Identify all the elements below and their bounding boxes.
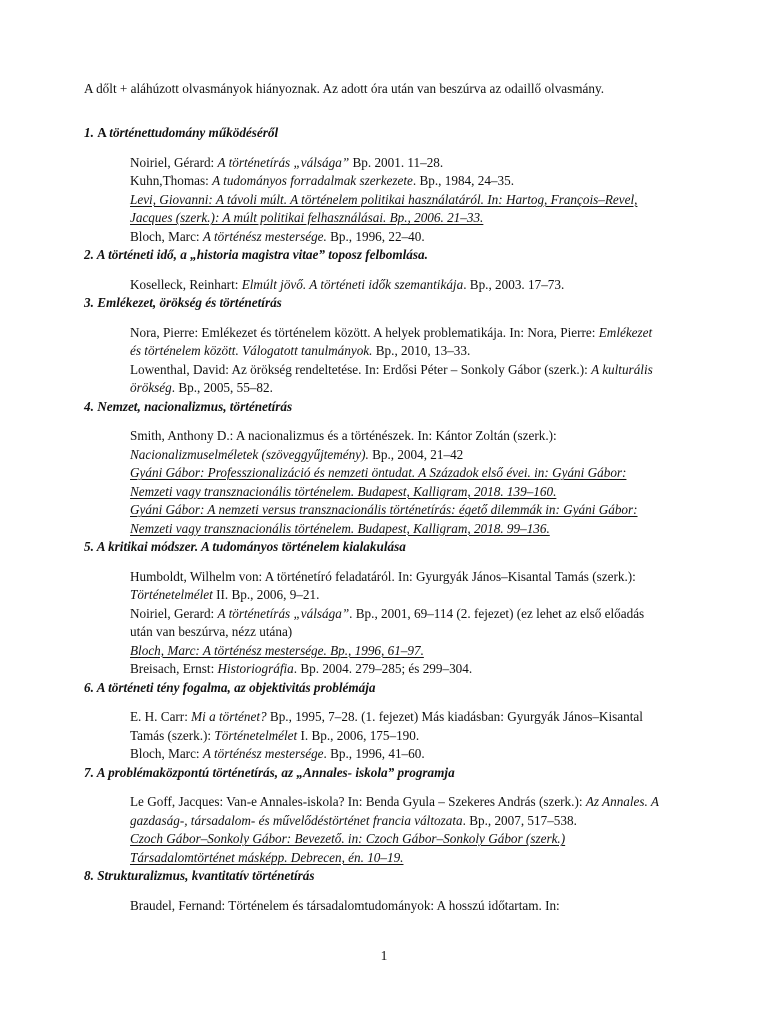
missing-reading-entry xyxy=(130,464,660,501)
entry-list xyxy=(130,897,660,916)
section-title-prefix: A xyxy=(97,125,110,140)
section-heading xyxy=(84,764,684,783)
section-1 xyxy=(84,124,684,246)
missing-reading-entry xyxy=(130,642,660,661)
missing-reading-entry xyxy=(130,501,660,538)
section-heading xyxy=(84,124,684,143)
entry-text: . Bp., 1996, 41–60. xyxy=(323,746,425,761)
entry-list xyxy=(130,276,660,295)
entry-text: Bloch, Marc: A történész mestersége. Bp., 1996, 61–97. xyxy=(130,642,424,658)
reading-entry xyxy=(130,427,660,464)
missing-reading-entry xyxy=(130,830,660,867)
reading-entry xyxy=(130,605,660,642)
section-title: történettudomány működéséről xyxy=(109,125,279,140)
section-heading xyxy=(84,246,684,265)
reading-entry xyxy=(130,897,660,916)
section-title: Emlékezet, örökség és történetírás xyxy=(97,295,282,310)
section-heading xyxy=(84,679,684,698)
entry-text: Bp., 1996, 22–40. xyxy=(326,228,425,244)
section-title: A történeti tény fogalma, az objektivitás problémája xyxy=(96,679,376,695)
entry-text: . Bp., 2005, 55–82. xyxy=(171,380,273,395)
reading-entry xyxy=(130,276,660,295)
work-title: Mi a történet? xyxy=(191,709,267,724)
reading-entry xyxy=(130,172,660,191)
section-heading xyxy=(84,867,684,886)
section-heading xyxy=(84,294,684,313)
section-title: A kritikai módszer. A tudományos történelem kialakulása xyxy=(96,539,406,554)
entry-list xyxy=(130,154,660,247)
reading-entry xyxy=(130,745,660,764)
entry-text: . Bp., 2007, 517–538. xyxy=(462,812,577,828)
entry-text: Levi, Giovanni: A távoli múlt. A történelem politikai használatáról. In: Hartog, François–Revel, Jacques (szerk.): A múlt politikai felhasználásai. Bp., 2006. 21–33. xyxy=(130,191,638,225)
section-8 xyxy=(84,867,684,915)
work-title: A tudományos forradalmak szerkezete xyxy=(212,173,413,188)
reading-list xyxy=(84,124,684,915)
entry-text: Bp. 2001. 11–28. xyxy=(349,154,444,170)
work-title: Nacionalizmuselméletek (szöveggyűjtemény). xyxy=(130,446,369,462)
entry-text: Kuhn,Thomas: xyxy=(130,173,213,188)
entry-text: Smith, Anthony D.: A nacionalizmus és a történészek. In: Kántor Zoltán (szerk.): xyxy=(130,428,557,443)
entry-text: Le Goff, Jacques: Van-e Annales-iskola? In: Benda Gyula – Szekeres András (szerk.): xyxy=(130,794,586,809)
work-title: A történész mestersége xyxy=(202,746,324,761)
reading-entry xyxy=(130,793,660,830)
entry-text: Bloch, Marc: xyxy=(130,228,203,244)
entry-text: II. Bp., 2006, 9–21. xyxy=(212,587,320,602)
section-heading xyxy=(84,538,684,557)
section-4 xyxy=(84,398,684,539)
work-title: Elmúlt jövő. A történeti idők szemantikája xyxy=(241,276,464,292)
section-number: 3. xyxy=(84,295,98,310)
section-number: 6. xyxy=(84,679,97,695)
reading-entry xyxy=(130,660,660,679)
missing-reading-entry xyxy=(130,191,660,228)
reading-entry xyxy=(130,324,660,361)
work-title: A kulturális örökség xyxy=(130,361,653,395)
entry-text: Koselleck, Reinhart: xyxy=(130,276,242,292)
entry-list xyxy=(130,708,660,764)
entry-text: Noiriel, Gérard: xyxy=(130,154,218,170)
entry-text: E. H. Carr: xyxy=(130,709,192,724)
entry-text: Bp., 2004, 21–42 xyxy=(368,446,464,462)
entry-list xyxy=(130,793,660,867)
reading-entry xyxy=(130,568,660,605)
entry-text: Bloch, Marc: xyxy=(130,746,203,761)
work-title: Emlékezet és történelem között. Válogatott tanulmányok. xyxy=(130,324,653,358)
work-title: A történetírás „válsága” xyxy=(217,605,350,621)
work-title: A történetírás „válsága” xyxy=(217,154,350,170)
section-3 xyxy=(84,294,684,398)
entry-text: Bp., 2010, 13–33. xyxy=(372,343,471,358)
reading-entry xyxy=(130,228,660,247)
entry-text: Gyáni Gábor: Professzionalizáció és nemzeti öntudat. A Századok első évei. in: Gyáni Gábor: Nemzeti vagy transznacionális történelem. Budapest, Kalligram, 2018. 139–160. xyxy=(130,465,627,499)
section-title: A problémaközpontú történetírás, az „Annales- iskola” programja xyxy=(96,764,455,780)
work-title: A történész mestersége. xyxy=(202,228,327,244)
entry-list xyxy=(130,427,660,538)
entry-text: Humboldt, Wilhelm von: A történetíró feladatáról. In: Gyurgyák János–Kisantal Tamás (szerk.): xyxy=(130,568,636,584)
section-6 xyxy=(84,679,684,764)
entry-text: Lowenthal, David: Az örökség rendeltetése. In: Erdősi Péter – Sonkoly Gábor (szerk.): xyxy=(130,361,592,377)
entry-list xyxy=(130,568,660,679)
entry-text: . Bp., 2001, 69–114 (2. fejezet) (ez lehet az első előadás után van beszúrva, nézz utána) xyxy=(130,605,645,639)
section-heading xyxy=(84,398,684,417)
section-number: 4. xyxy=(84,398,98,414)
section-7 xyxy=(84,764,684,868)
reading-entry xyxy=(130,154,660,173)
entry-text: Gyáni Gábor: A nemzeti versus transznacionális történetírás: égető dilemmák in: Gyáni Gábor: Nemzeti vagy transznacionális történelem. Budapest, Kalligram, 2018. 99–136. xyxy=(130,502,638,536)
reading-entry xyxy=(130,708,660,745)
section-number: 7. xyxy=(84,764,97,780)
entry-text: Braudel, Fernand: Történelem és társadalomtudományok: A hosszú időtartam. In: xyxy=(130,897,560,913)
entry-text: Nora, Pierre: Emlékezet és történelem között. A helyek problematikája. In: Nora, Pierre: xyxy=(130,324,599,340)
section-number: 1. xyxy=(84,125,98,140)
intro-note: A dőlt + aláhúzott olvasmányok hiányoznak. Az adott óra után van beszúrva az odaillő olvasmány. xyxy=(84,81,605,96)
section-number: 5. xyxy=(84,539,97,554)
work-title: Történetelmélet xyxy=(130,587,213,602)
section-2 xyxy=(84,246,684,294)
entry-text: Breisach, Ernst: xyxy=(130,661,218,676)
section-title: A történeti idő, a „historia magistra vitae” toposz felbomlása. xyxy=(96,247,428,262)
section-number: 8. xyxy=(84,868,98,883)
entry-list xyxy=(130,324,660,398)
work-title: Historiográfia xyxy=(217,661,294,676)
section-number: 2. xyxy=(84,247,97,262)
work-title: Az Annales. A gazdaság-, társadalom- és művelődéstörténet francia változata xyxy=(130,794,659,828)
reading-entry xyxy=(130,361,660,398)
section-title: Strukturalizmus, kvantitatív történetírás xyxy=(97,868,315,883)
section-5 xyxy=(84,538,684,679)
page-number: 1 xyxy=(380,948,388,963)
entry-text: Noiriel, Gerard: xyxy=(130,605,218,621)
entry-text: Bp., 1995, 7–28. (1. fejezet) Más kiadásban: Gyurgyák János–Kisantal Tamás (szerk.): xyxy=(130,709,643,743)
entry-text: Czoch Gábor–Sonkoly Gábor: Bevezető. in: Czoch Gábor–Sonkoly Gábor (szerk.) Társadalomtörténet másképp. Debrecen, én. 10–19. xyxy=(130,831,566,865)
entry-text: . Bp., 2003. 17–73. xyxy=(463,276,565,292)
entry-text: I. Bp., 2006, 175–190. xyxy=(297,727,420,743)
section-title: Nemzet, nacionalizmus, történetírás xyxy=(97,398,293,414)
entry-text: . Bp. 2004. 279–285; és 299–304. xyxy=(293,661,473,676)
entry-text: . Bp., 1984, 24–35. xyxy=(412,173,515,188)
work-title: Történetelmélet xyxy=(214,727,298,743)
